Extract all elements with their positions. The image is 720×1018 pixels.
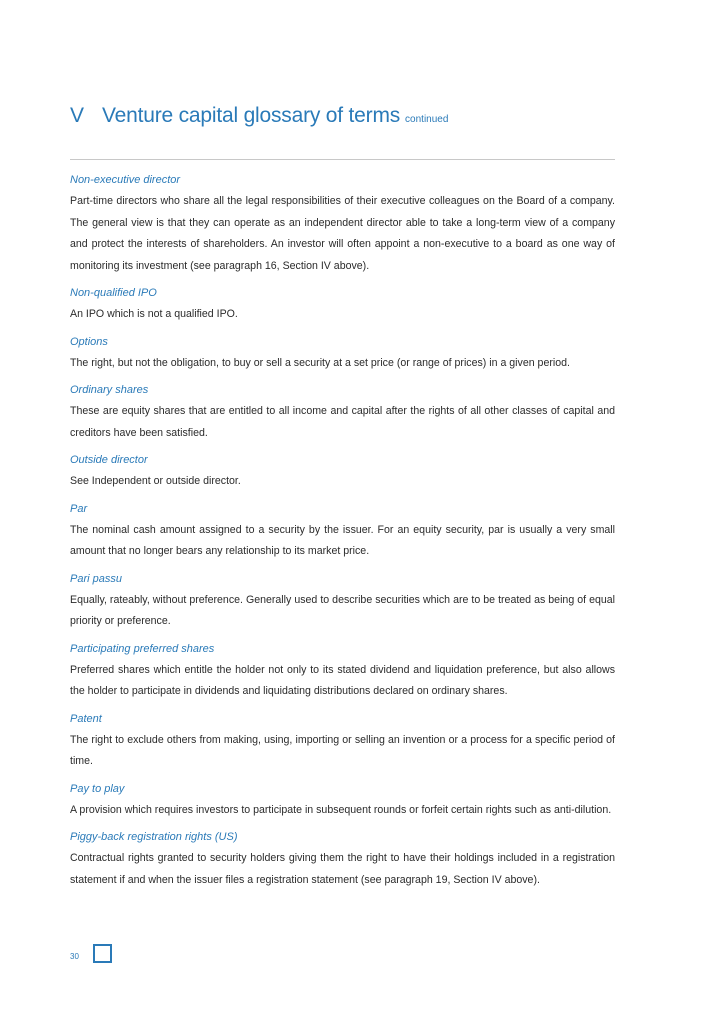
glossary-definition: These are equity shares that are entitled to all income and capital after the rights of all other classes of capital and creditors have been satisfied.	[70, 405, 615, 439]
glossary-term: Piggy-back registration rights (US)	[70, 831, 238, 843]
glossary-entry	[70, 172, 615, 277]
glossary-entry	[70, 501, 615, 563]
glossary-term: Non-qualified IPO	[70, 287, 157, 299]
glossary-entry	[70, 285, 615, 326]
glossary-term: Ordinary shares	[70, 384, 149, 396]
glossary-entry	[70, 382, 615, 444]
page-number: 30	[70, 952, 79, 961]
glossary-entry	[70, 334, 615, 375]
glossary-term: Outside director	[70, 454, 148, 466]
glossary-definition: Equally, rateably, without preference. Generally used to describe securities which are to be treated as being of equal priority or preference.	[70, 593, 615, 627]
glossary-definition: The right to exclude others from making, using, importing or selling an invention or a process for a specific period of time.	[70, 733, 615, 767]
glossary-list	[70, 172, 615, 899]
glossary-entry	[70, 781, 615, 822]
glossary-entry	[70, 641, 615, 703]
glossary-definition: Preferred shares which entitle the holder not only to its stated dividend and liquidation preference, but also allows the holder to participate in dividends and liquidating distributions declared on ordinary shares.	[70, 663, 615, 697]
glossary-definition: An IPO which is not a qualified IPO.	[70, 308, 238, 320]
glossary-definition: Contractual rights granted to security holders giving them the right to have their holdings included in a registration statement if and when the issuer files a registration statement (see paragraph 19, Section IV above).	[70, 852, 615, 886]
glossary-entry	[70, 452, 615, 493]
section-number: V	[70, 104, 85, 127]
glossary-entry	[70, 711, 615, 773]
glossary-term: Pay to play	[70, 782, 125, 795]
glossary-term: Options	[70, 335, 108, 348]
page-title: Venture capital glossary of terms	[102, 104, 401, 127]
glossary-entry	[70, 829, 615, 891]
glossary-definition: See Independent or outside director.	[70, 475, 241, 487]
glossary-definition: Part-time directors who share all the legal responsibilities of their executive colleagues on the Board of a company. The general view is that they can operate as an independent director able to take a long-term view of a company and protect the interests of shareholders. An investor will often appoint a non-executive to a board as one way of monitoring its investment (see paragraph 16, Section IV above).	[70, 195, 615, 272]
glossary-entry	[70, 571, 615, 633]
glossary-term: Pari passu	[70, 572, 122, 585]
header-divider	[70, 159, 615, 160]
section-header	[70, 104, 615, 128]
glossary-definition: The nominal cash amount assigned to a security by the issuer. For an equity security, par is usually a very small amount that no longer bears any relationship to its market price.	[70, 523, 615, 557]
glossary-term: Patent	[70, 712, 102, 725]
continued-label: continued	[405, 114, 449, 125]
glossary-term: Participating preferred shares	[70, 642, 215, 655]
page-footer	[70, 944, 112, 963]
glossary-term: Non-executive director	[70, 174, 181, 186]
glossary-term: Par	[70, 502, 88, 515]
square-outline-icon	[93, 944, 112, 963]
glossary-definition: A provision which requires investors to participate in subsequent rounds or forfeit certain rights such as anti-dilution.	[70, 803, 612, 816]
glossary-definition: The right, but not the obligation, to buy or sell a security at a set price (or range of prices) in a given period.	[70, 356, 570, 369]
